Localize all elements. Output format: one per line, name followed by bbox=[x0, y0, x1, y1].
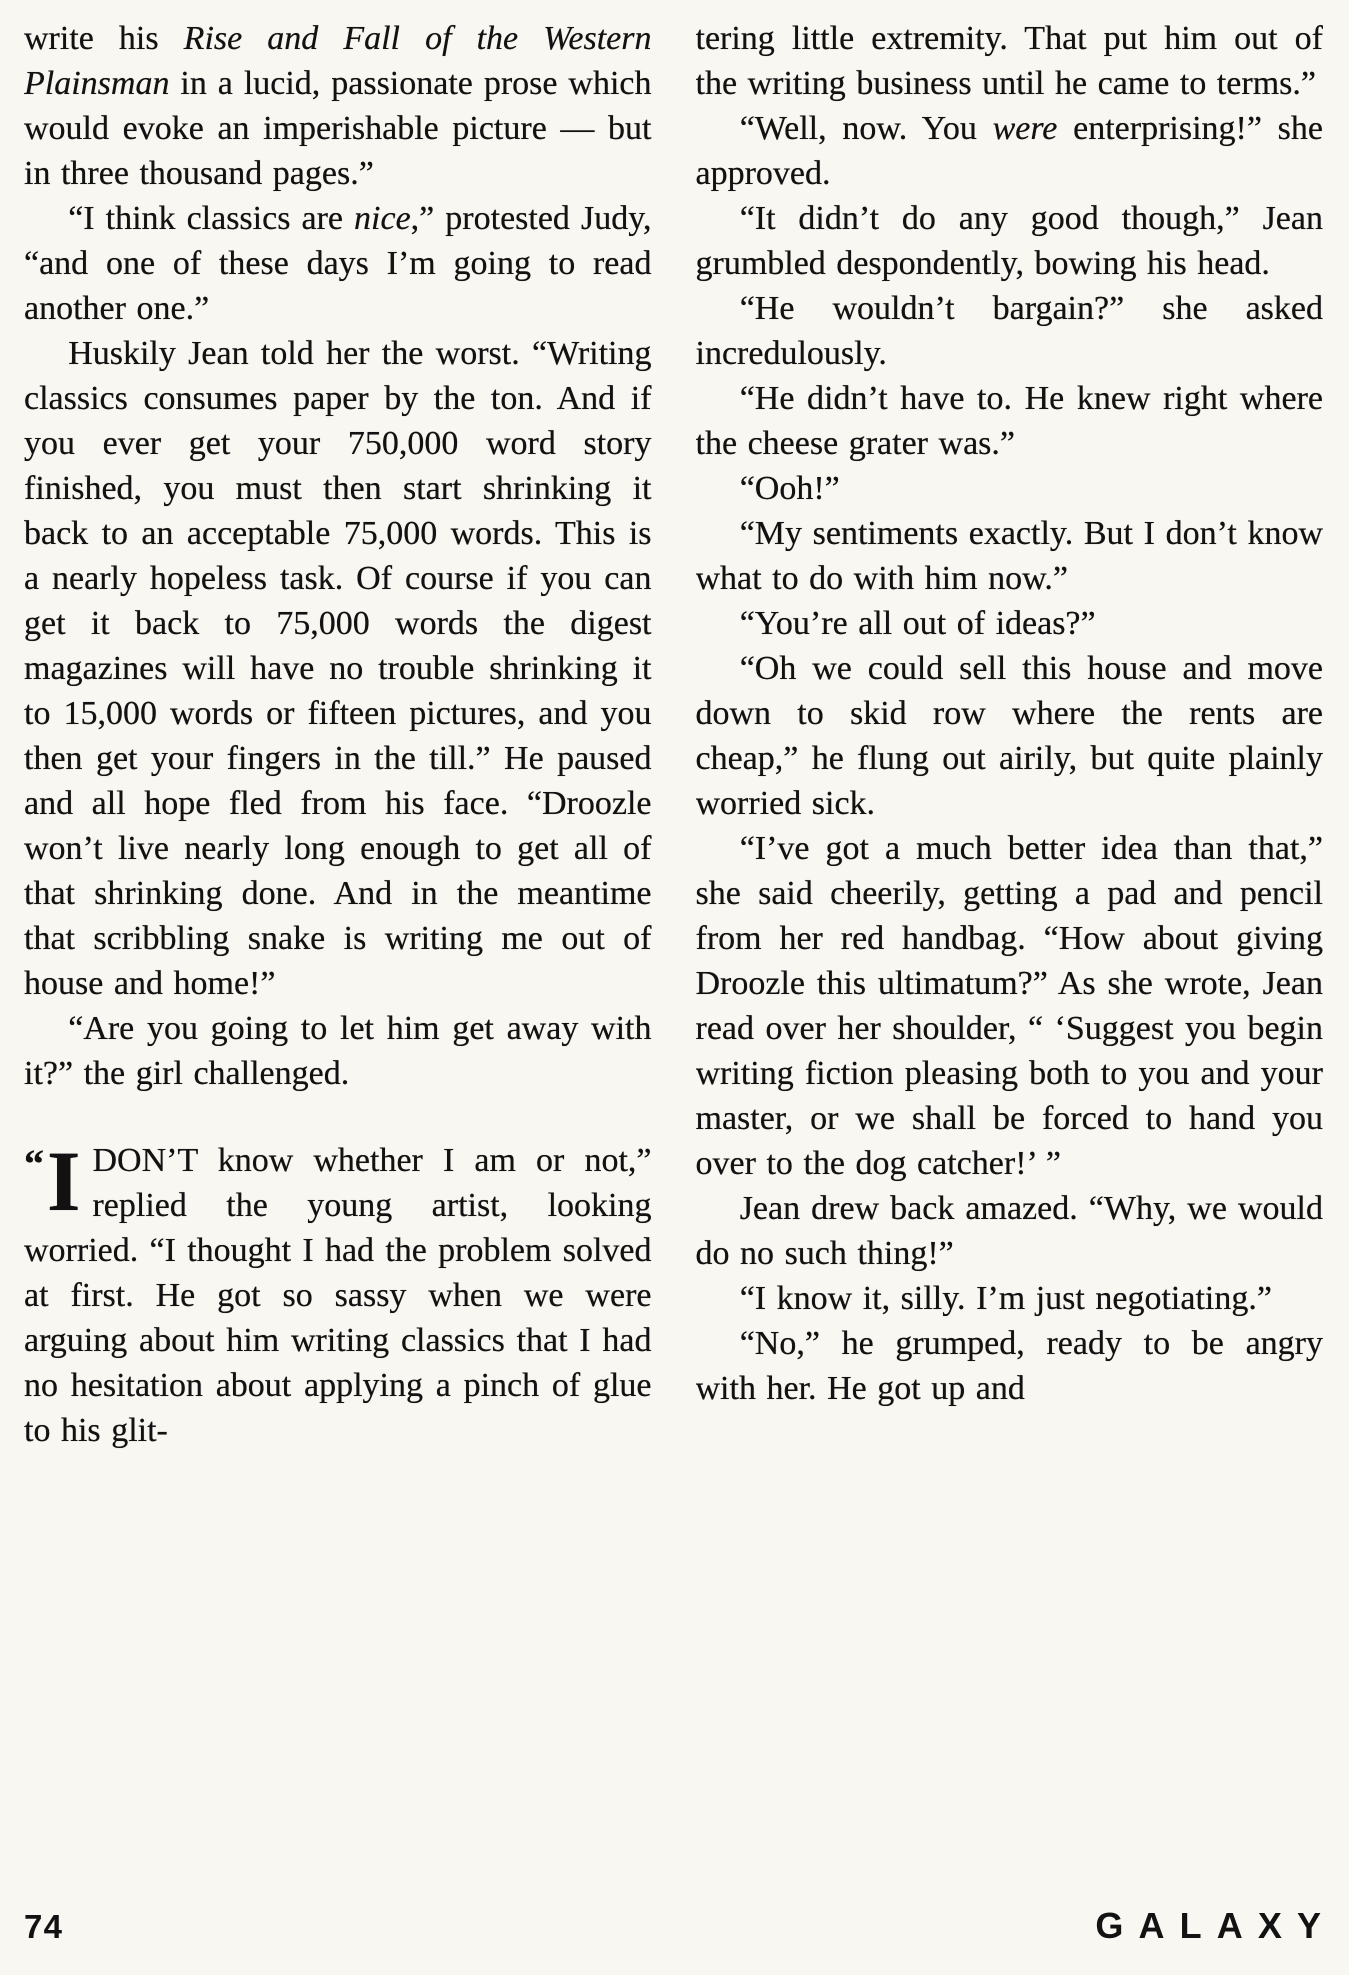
text-run: DON’T know whether I am or not,” replied the young artist, looking worried. “I thought I had the problem solved at first. He got so sassy when we were arguing about him writing classics that I had no hesitation about applying a pinch of glue to his glit- bbox=[24, 1142, 652, 1449]
text-column-left bbox=[24, 16, 652, 1879]
paragraph bbox=[24, 1006, 652, 1096]
paragraph bbox=[696, 376, 1324, 466]
paragraph-dropcap bbox=[24, 1133, 652, 1453]
text-run: “He wouldn’t bargain?” she asked incredulously. bbox=[695, 290, 1323, 372]
magazine-title: GALAXY bbox=[1095, 1905, 1337, 1946]
text-run: Jean drew back amazed. “Why, we would do no such thing!” bbox=[695, 1190, 1323, 1272]
text-run: “You’re all out of ideas?” bbox=[739, 605, 1096, 642]
paragraph bbox=[696, 826, 1324, 1186]
text-column-right bbox=[696, 16, 1324, 1879]
text-run: “I think classics are bbox=[68, 200, 355, 237]
page-number: 74 bbox=[24, 1908, 64, 1945]
text-run: write his bbox=[24, 20, 184, 57]
paragraph bbox=[696, 1186, 1324, 1276]
text-run: “I’ve got a much better idea than that,” she said cheerily, getting a pad and pencil from her red handbag. “How about giving Droozle this ultimatum?” As she wrote, Jean read over her shoulder, “ ‘Suggest you begin writing fiction pleasing both to you and your master, or we shall be forced to hand you over to the dog catcher!’ ” bbox=[695, 830, 1323, 1182]
text-run: “I know it, silly. I’m just negotiating.” bbox=[739, 1280, 1272, 1317]
italic-text-run: Rise and Fall of the Western Plainsman bbox=[24, 20, 652, 102]
drop-cap bbox=[24, 1133, 81, 1229]
text-run: enterprising!” she approved. bbox=[695, 110, 1323, 192]
paragraph bbox=[696, 16, 1324, 106]
paragraph bbox=[696, 1276, 1324, 1321]
text-run: “Well, now. You bbox=[739, 110, 993, 147]
text-run: in a lucid, passionate prose which would evoke an imperishable picture — but in three thousand pages.” bbox=[24, 65, 652, 192]
paragraph bbox=[696, 466, 1324, 511]
paragraph bbox=[24, 16, 652, 196]
paragraph bbox=[696, 286, 1324, 376]
text-run: “Ooh!” bbox=[739, 470, 840, 507]
paragraph bbox=[696, 601, 1324, 646]
paragraph bbox=[696, 106, 1324, 196]
text-run: tering little extremity. That put him out of the writing business until he came to terms.” bbox=[695, 20, 1323, 102]
text-run: Huskily Jean told her the worst. “Writing classics consumes paper by the ton. And if you ever get your 750,000 word story finished, you must then start shrinking it back to an acceptable 75,000 words. This is a nearly hopeless task. Of course if you can get it back to 75,000 words the digest magazines will have no trouble shrinking it to 15,000 words or fifteen pictures, and you then get your fingers in the till.” He paused and all hope fled from his face. “Droozle won’t live nearly long enough to get all of that shrinking done. And in the meantime that scribbling snake is writing me out of house and home!” bbox=[24, 335, 652, 1002]
two-column-text-block bbox=[24, 16, 1323, 1879]
paragraph bbox=[24, 331, 652, 1006]
drop-cap-quote: “ bbox=[24, 1141, 44, 1186]
drop-cap-letter: I bbox=[47, 1133, 81, 1229]
italic-text-run: nice bbox=[354, 200, 411, 237]
paragraph bbox=[24, 196, 652, 331]
paragraph bbox=[696, 646, 1324, 826]
text-run: “Oh we could sell this house and move down to skid row where the rents are cheap,” he flung out airily, but quite plainly worried sick. bbox=[695, 650, 1323, 822]
text-run: ,” protested Judy, “and one of these days I’m going to read another one.” bbox=[24, 200, 652, 327]
page-footer bbox=[24, 1879, 1337, 1955]
paragraph bbox=[696, 1321, 1324, 1411]
text-run: “It didn’t do any good though,” Jean grumbled despondently, bowing his head. bbox=[695, 200, 1323, 282]
text-run: “Are you going to let him get away with it?” the girl challenged. bbox=[24, 1010, 652, 1092]
text-run: “No,” he grumped, ready to be angry with her. He got up and bbox=[695, 1325, 1323, 1407]
italic-text-run: were bbox=[992, 110, 1058, 147]
paragraph bbox=[696, 511, 1324, 601]
paragraph bbox=[696, 196, 1324, 286]
text-run: “He didn’t have to. He knew right where the cheese grater was.” bbox=[695, 380, 1323, 462]
text-run: “My sentiments exactly. But I don’t know what to do with him now.” bbox=[695, 515, 1323, 597]
